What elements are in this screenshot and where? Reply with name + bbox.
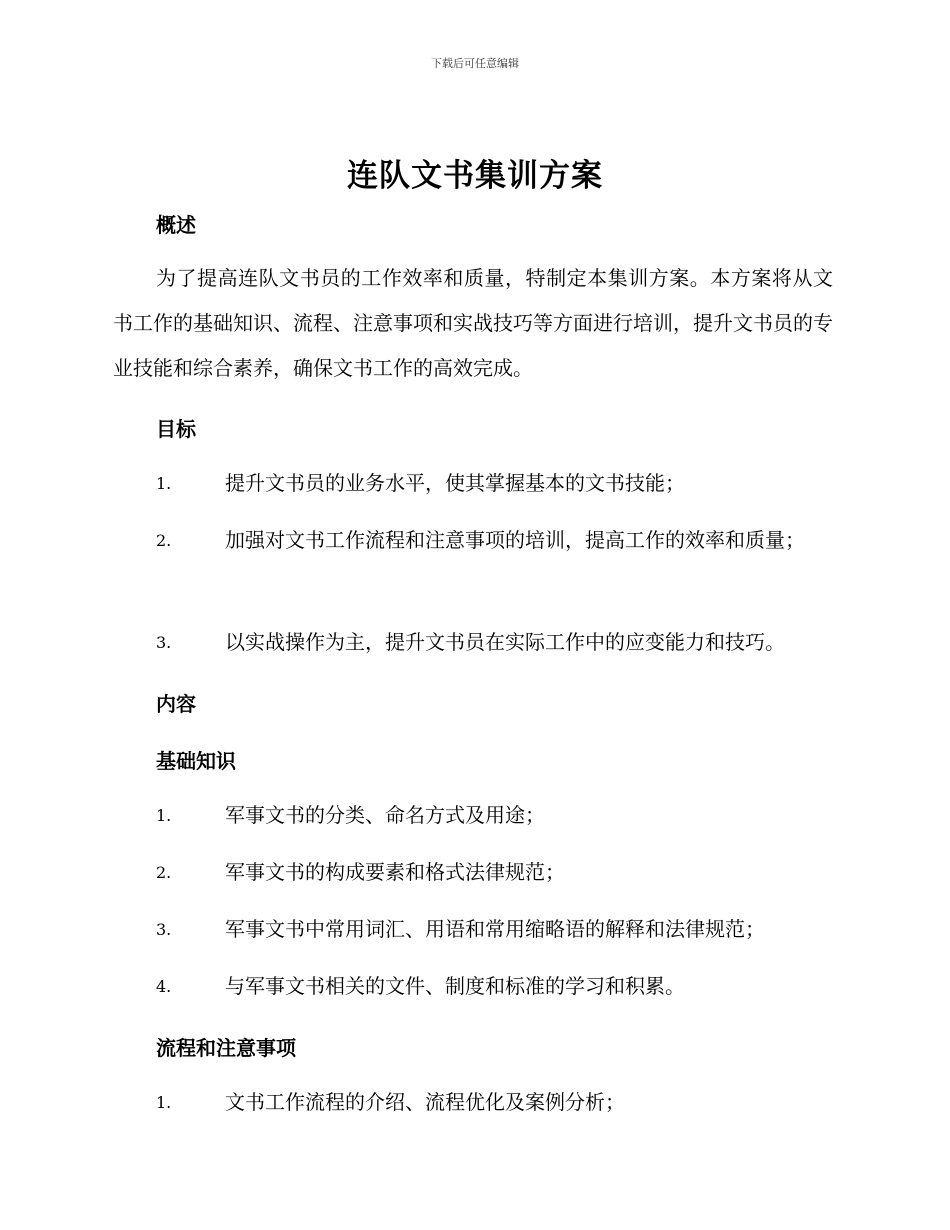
list-item-text: 军事文书的分类、命名方式及用途；	[225, 803, 545, 827]
document-title: 连队文书集训方案	[347, 158, 603, 194]
subsection-heading-basics: 基础知识	[156, 749, 236, 773]
list-item	[113, 850, 833, 895]
list-item-number: 3.	[156, 920, 172, 939]
list-item	[113, 964, 833, 1009]
overview-paragraph: 为了提高连队文书员的工作效率和质量，特制定本集训方案。本方案将从文书工作的基础知识、流程、注意事项和实战技巧等方面进行培训，提升文书员的专业技能和综合素养，确保文书工作的高效完成。	[113, 266, 833, 380]
list-item	[113, 518, 833, 563]
list-item-text: 以实战操作为主，提升文书员在实际工作中的应变能力和技巧。	[225, 630, 785, 654]
list-item	[113, 907, 833, 952]
list-item-text: 提升文书员的业务水平，使其掌握基本的文书技能；	[225, 471, 685, 495]
header-note: 下载后可任意编辑	[431, 57, 519, 70]
list-item	[113, 620, 833, 665]
list-item-text: 军事文书中常用词汇、用语和常用缩略语的解释和法律规范；	[225, 917, 765, 941]
list-item-text: 加强对文书工作流程和注意事项的培训，提高工作的效率和质量；	[225, 528, 805, 552]
list-item	[113, 793, 833, 838]
list-item-number: 1.	[156, 1093, 172, 1112]
list-item-number: 3.	[156, 633, 172, 652]
subsection-heading-process: 流程和注意事项	[156, 1036, 296, 1060]
section-heading-overview: 概述	[156, 213, 196, 237]
section-heading-content: 内容	[156, 692, 196, 716]
list-item	[113, 1080, 833, 1125]
list-item-number: 2.	[156, 863, 172, 882]
list-item-number: 1.	[156, 474, 172, 493]
list-item-text: 军事文书的构成要素和格式法律规范；	[225, 860, 565, 884]
list-item-text: 与军事文书相关的文件、制度和标准的学习和积累。	[225, 974, 685, 998]
list-item-number: 2.	[156, 531, 172, 550]
list-item-number: 1.	[156, 806, 172, 825]
section-heading-goals: 目标	[156, 417, 196, 441]
list-item	[113, 461, 833, 506]
list-item-text: 文书工作流程的介绍、流程优化及案例分析；	[225, 1090, 625, 1114]
list-item-number: 4.	[156, 977, 172, 996]
